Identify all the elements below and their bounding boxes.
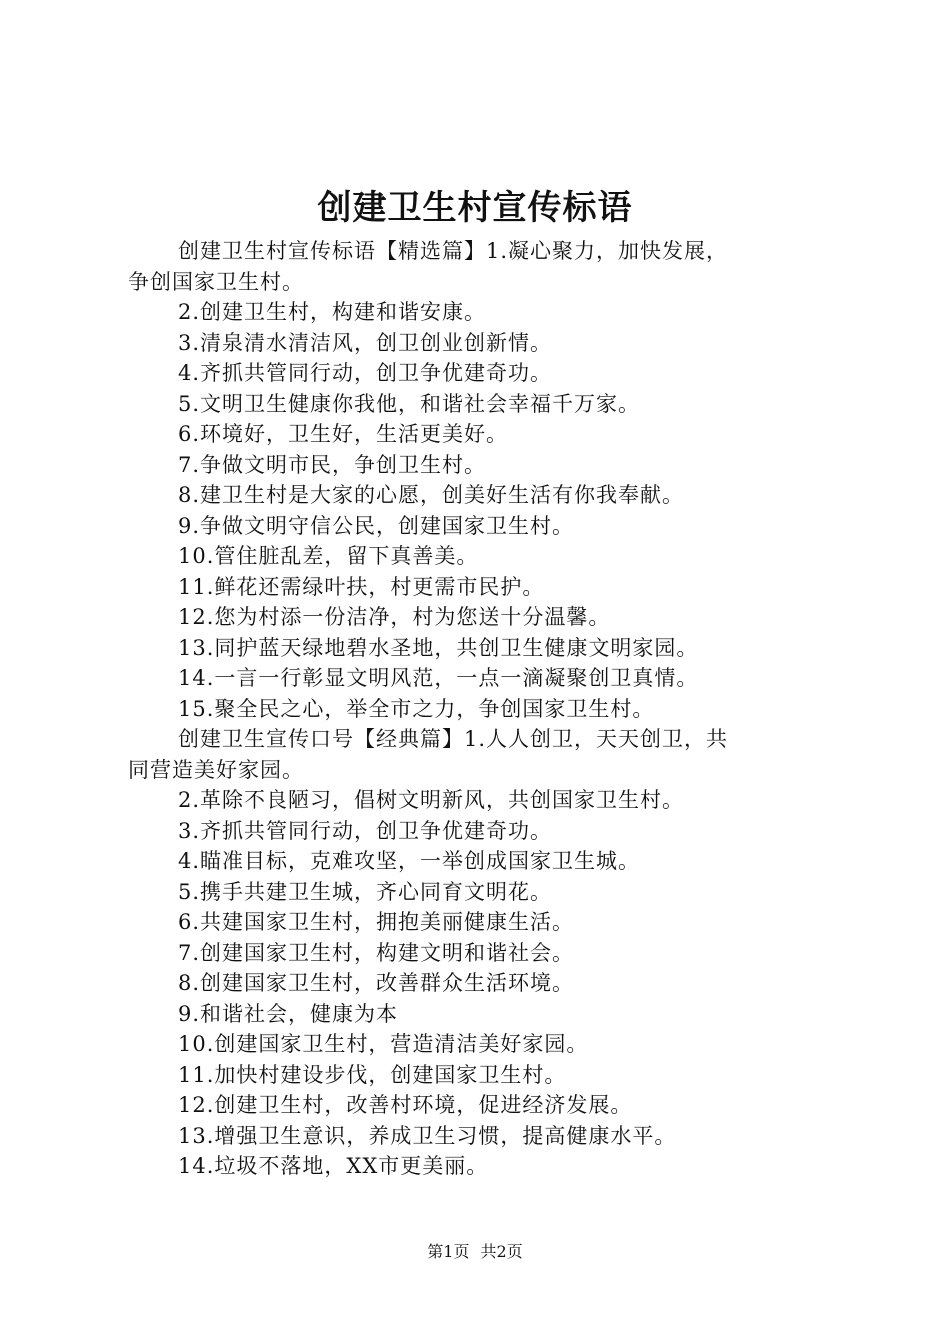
document-line: 2.创建卫生村，构建和谐安康。: [178, 300, 487, 324]
document-line: 5.文明卫生健康你我他，和谐社会幸福千万家。: [178, 391, 641, 416]
document-line: 争创国家卫生村。: [128, 269, 304, 294]
document-line: 7.争做文明市民，争创卫生村。: [178, 452, 487, 477]
document-line: 12.创建卫生村，改善村环境，促进经济发展。: [178, 1093, 633, 1117]
document-line: 10.创建国家卫生村，营造清洁美好家园。: [178, 1032, 589, 1056]
document-line: 14.一言一行彰显文明风范，一点一滴凝聚创卫真情。: [178, 666, 699, 690]
document-line: 11.鲜花还需绿叶扶，村更需市民护。: [178, 574, 545, 599]
page-number: 第1页: [427, 1242, 470, 1261]
document-line: 6.环境好，卫生好，生活更美好。: [178, 422, 509, 446]
document-line: 9.和谐社会，健康为本: [178, 1001, 399, 1026]
document-line: 2.革除不良陋习，倡树文明新风，共创国家卫生村。: [178, 788, 685, 812]
document-line: 3.清泉清水清洁风，创卫创业创新情。: [178, 330, 553, 355]
document-line: 15.聚全民之心，举全市之力，争创国家卫生村。: [178, 696, 655, 721]
document-line: 13.增强卫生意识，养成卫生习惯，提高健康水平。: [178, 1123, 677, 1148]
document-line: 14.垃圾不落地，XX市更美丽。: [178, 1154, 489, 1178]
document-line: 6.共建国家卫生村，拥抱美丽健康生活。: [178, 910, 575, 934]
document-line: 5.携手共建卫生城，齐心同育文明花。: [178, 879, 553, 904]
document-line: 7.创建国家卫生村，构建文明和谐社会。: [178, 940, 575, 965]
document-line: 10.管住脏乱差，留下真善美。: [178, 544, 479, 568]
document-line: 4.瞄准目标，克难攻坚，一举创成国家卫生城。: [178, 849, 641, 873]
document-line: 同营造美好家园。: [128, 757, 304, 782]
document-line: 3.齐抓共管同行动，创卫争优建奇功。: [178, 818, 553, 843]
document-line: 创建卫生村宣传标语【精选篇】1.凝心聚力，加快发展，: [178, 239, 729, 263]
document-line: 9.争做文明守信公民，创建国家卫生村。: [178, 513, 575, 538]
page-total: 共2页: [480, 1242, 523, 1261]
document-line: 11.加快村建设步伐，创建国家卫生村。: [178, 1062, 567, 1087]
document-line: 4.齐抓共管同行动，创卫争优建奇功。: [178, 361, 553, 385]
document-line: 12.您为村添一份洁净，村为您送十分温馨。: [178, 605, 611, 629]
document-line: 8.创建国家卫生村，改善群众生活环境。: [178, 971, 575, 995]
document-line: 8.建卫生村是大家的心愿，创美好生活有你我奉献。: [178, 483, 685, 507]
page-footer: [0, 1240, 950, 1264]
document-title: 创建卫生村宣传标语: [317, 188, 633, 228]
document-line: 13.同护蓝天绿地碧水圣地，共创卫生健康文明家园。: [178, 635, 699, 660]
document-line: 创建卫生宣传口号【经典篇】1.人人创卫，天天创卫，共: [178, 727, 729, 751]
document-body: [128, 236, 828, 1182]
